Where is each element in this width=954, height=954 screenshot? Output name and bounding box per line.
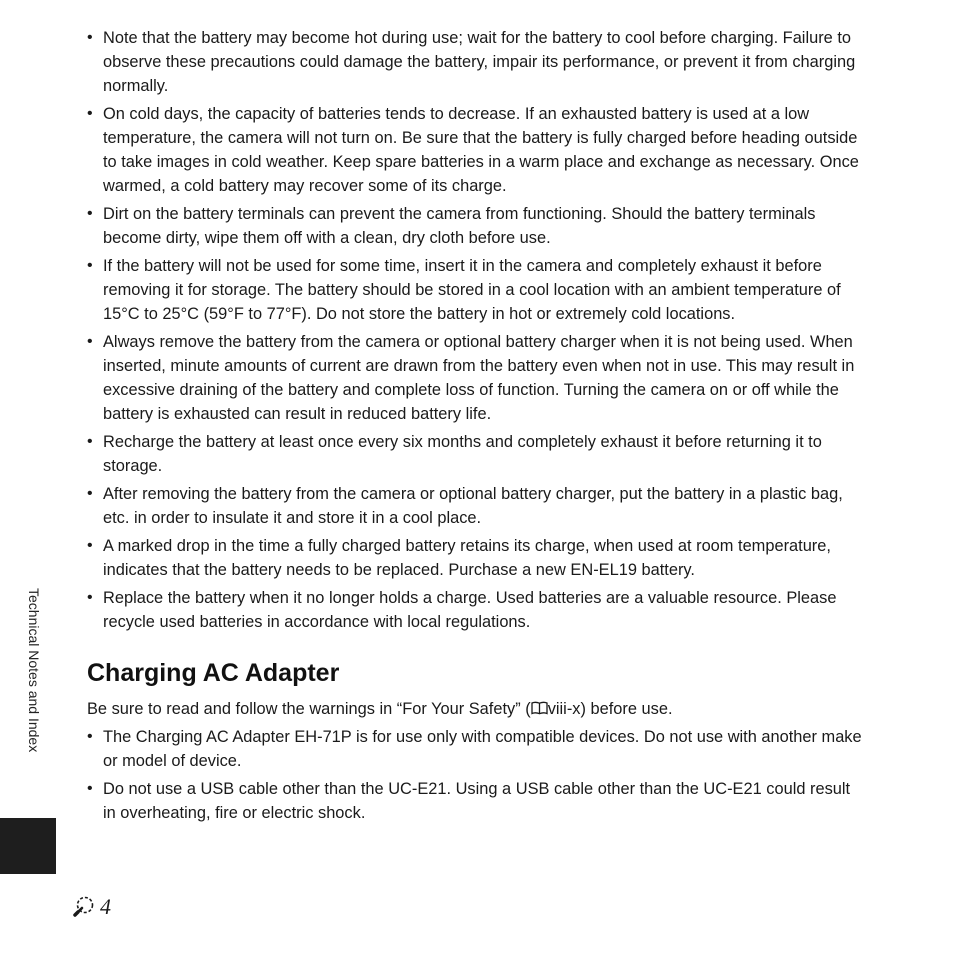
- battery-notes-list: [87, 26, 867, 634]
- list-item-text: Always remove the battery from the camera or optional battery charger when it is not being used. When inserted, minute amounts of current are drawn from the battery even when not in use. This may result in excessive draining of the battery and complete loss of function. Turning the camera on or off while the battery is exhausted can result in reduced battery life.: [103, 333, 855, 423]
- list-item: [87, 586, 867, 634]
- book-reference-icon: [531, 697, 548, 721]
- list-item-text: Note that the battery may become hot during use; wait for the battery to cool before charging. Failure to observe these precautions could damage the battery, impair its performance, or prevent it from charging normally.: [103, 29, 856, 95]
- adapter-notes-list: [87, 725, 867, 825]
- list-item: [87, 26, 867, 98]
- technical-notes-icon: [72, 892, 98, 923]
- section-side-label: Technical Notes and Index: [26, 588, 42, 753]
- bullet-icon: •: [87, 485, 93, 502]
- list-item-text: Replace the battery when it no longer holds a charge. Used batteries are a valuable resource. Please recycle used batteries in accordance with local regulations.: [103, 589, 837, 631]
- list-item-text: Recharge the battery at least once every six months and completely exhaust it before returning it to storage.: [103, 433, 822, 475]
- list-item-text: Do not use a USB cable other than the UC-E21. Using a USB cable other than the UC-E21 could result in overheating, fire or electric shock.: [103, 780, 851, 822]
- bullet-icon: •: [87, 105, 93, 122]
- page-content: [87, 26, 867, 829]
- list-item-text: The Charging AC Adapter EH-71P is for use only with compatible devices. Do not use with another make or model of device.: [103, 728, 862, 770]
- list-item: [87, 482, 867, 530]
- list-item-text: On cold days, the capacity of batteries tends to decrease. If an exhausted battery is used at a low temperature, the camera will not turn on. Be sure that the battery is fully charged before heading outside to take images in cold weather. Keep spare batteries in a warm place and exchange as necessary. Once warmed, a cold battery may recover some of its charge.: [103, 105, 859, 195]
- section-heading: Charging AC Adapter: [87, 659, 340, 687]
- list-item: [87, 254, 867, 326]
- list-item: [87, 102, 867, 198]
- list-item-text: If the battery will not be used for some time, insert it in the camera and completely exhaust it before removing it for storage. The battery should be stored in a cool location with an ambient temperature of 15°C to 25°C (59°F to 77°F). Do not store the battery in hot or extremely cold locations.: [103, 257, 841, 323]
- bullet-icon: •: [87, 728, 93, 745]
- section-intro: [87, 697, 867, 721]
- list-item: [87, 330, 867, 426]
- list-item: [87, 777, 867, 825]
- bullet-icon: •: [87, 537, 93, 554]
- list-item: [87, 534, 867, 582]
- list-item-text: After removing the battery from the camera or optional battery charger, put the battery in a plastic bag, etc. in order to insulate it and store it in a cool place.: [103, 485, 843, 527]
- page-number: [72, 892, 111, 922]
- intro-text-after: ) before use.: [580, 700, 673, 718]
- page-number-value: 4: [100, 894, 111, 919]
- bullet-icon: •: [87, 257, 93, 274]
- bullet-icon: •: [87, 433, 93, 450]
- bullet-icon: •: [87, 205, 93, 222]
- section-tab-marker: [0, 818, 56, 874]
- bullet-icon: •: [87, 589, 93, 606]
- bullet-icon: •: [87, 780, 93, 797]
- bullet-icon: •: [87, 29, 93, 46]
- list-item: [87, 430, 867, 478]
- list-item-text: Dirt on the battery terminals can prevent the camera from functioning. Should the battery terminals become dirty, wipe them off with a clean, dry cloth before use.: [103, 205, 816, 247]
- list-item: [87, 725, 867, 773]
- list-item-text: A marked drop in the time a fully charged battery retains its charge, when used at room temperature, indicates that the battery needs to be replaced. Purchase a new EN-EL19 battery.: [103, 537, 831, 579]
- bullet-icon: •: [87, 333, 93, 350]
- list-item: [87, 202, 867, 250]
- intro-text-before: Be sure to read and follow the warnings in “For Your Safety” (: [87, 700, 531, 718]
- reference-page-link[interactable]: viii-x: [547, 700, 581, 718]
